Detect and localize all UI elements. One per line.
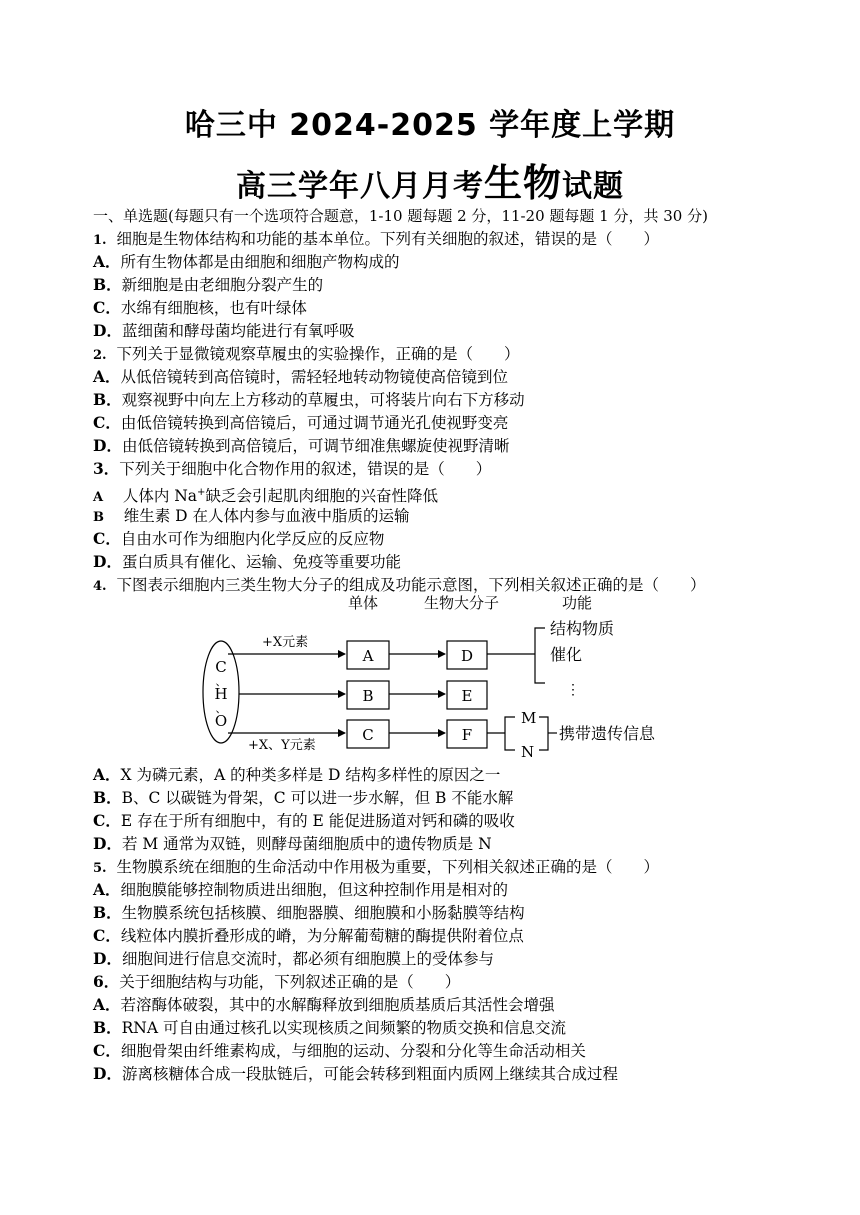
function-genetic-info: 携带遗传信息 (559, 724, 656, 743)
option (93, 528, 384, 550)
element-c: C (215, 658, 227, 676)
option (93, 1063, 618, 1085)
title-prefix: 高三学年八月月考 (235, 169, 484, 204)
option-text: X 为磷元素，A 的种类多样是 D 结构多样性的原因之一 (120, 766, 501, 784)
option-text: 从低倍镜转到高倍镜时，需轻轻地转动物镜使高倍镜到位 (120, 368, 509, 386)
question-text: 下列关于细胞中化合物作用的叙述，错误的是（ ） (119, 460, 492, 478)
title-subject: 生物 (483, 161, 562, 205)
option-letter: C． (93, 529, 121, 548)
type-m: M (521, 709, 537, 727)
option-text: 蓝细菌和酵母菌均能进行有氧呼吸 (121, 322, 355, 340)
option-letter: A． (93, 252, 121, 271)
question-stem (93, 458, 491, 480)
title-suffix: 试题 (562, 169, 624, 204)
f-left-bracket (505, 717, 515, 750)
question-number: 5. (93, 861, 107, 876)
option (93, 389, 525, 411)
option-letter: B． (93, 788, 122, 807)
option-text: 由低倍镜转换到高倍镜后，可通过调节通光孔使视野变亮 (120, 414, 509, 432)
option-text: 维生素 D 在人体内参与血液中脂质的运输 (123, 507, 410, 525)
option-text: 所有生物体都是由细胞和细胞产物构成的 (120, 253, 400, 271)
exam-title-line1: 哈三中 2024-2025 学年度上学期 (184, 108, 676, 143)
option (93, 948, 494, 970)
option-letter: C． (93, 298, 121, 317)
label-x-element: +X元素 (262, 635, 309, 650)
option-text: 自由水可作为细胞内化学反应的反应物 (120, 530, 385, 548)
option-letter: B (93, 510, 104, 525)
element-separator: 、 (215, 702, 227, 715)
option (93, 412, 508, 434)
option-text: 观察视野中向左上方移动的草履虫，可将装片向右下方移动 (121, 391, 525, 409)
option-letter: D． (93, 321, 122, 340)
option-letter: A． (93, 765, 121, 784)
option-text: 若溶酶体破裂，其中的水解酶释放到细胞质基质后其活性会增强 (120, 996, 555, 1014)
option (93, 274, 323, 296)
option (93, 925, 524, 947)
option-letter: A． (93, 367, 121, 386)
option-text: 细胞骨架由纤维素构成，与细胞的运动、分裂和分化等生命活动相关 (120, 1042, 586, 1060)
question-text: 细胞是生物体结构和功能的基本单位。下列有关细胞的叙述，错误的是（ ） (116, 230, 659, 248)
option-letter: D． (93, 552, 122, 571)
question-number: 4. (93, 579, 107, 594)
option-text-pre: 人体内 Na (122, 487, 198, 506)
macromolecule-diagram (190, 592, 710, 762)
option-text: 蛋白质具有催化、运输、免疫等重要功能 (121, 553, 401, 571)
option-text: 新细胞是由老细胞分裂产生的 (121, 276, 324, 294)
option (93, 251, 400, 273)
option (93, 297, 307, 319)
monomer-b: B (362, 687, 374, 705)
option-text: 由低倍镜转换到高倍镜后，可调节细准焦螺旋使视野清晰 (121, 437, 510, 455)
option (93, 787, 513, 809)
option-text: 水绵有细胞核，也有叶绿体 (120, 299, 307, 317)
option-letter: A． (93, 880, 121, 899)
option (93, 435, 509, 457)
question-text: 下列关于显微镜观察草履虫的实验操作，正确的是（ ） (116, 345, 520, 363)
function-ellipsis: ⋮ (566, 682, 580, 698)
type-n: N (521, 743, 535, 761)
option-letter: D． (93, 949, 122, 968)
option-text: 生物膜系统包括核膜、细胞器膜、细胞膜和小肠黏膜等结构 (121, 904, 525, 922)
option-letter: C． (93, 1041, 121, 1060)
question-text: 关于细胞结构与功能，下列叙述正确的是（ ） (119, 973, 461, 991)
header-function: 功能 (562, 594, 593, 612)
option (93, 320, 354, 342)
option (93, 994, 555, 1016)
exam-title-line2 (0, 152, 860, 207)
question-number: 1. (93, 233, 107, 248)
element-h: H (214, 685, 228, 703)
question-text: 下图表示细胞内三类生物大分子的组成及功能示意图，下列相关叙述正确的是（ ） (116, 576, 706, 594)
option (93, 764, 500, 786)
option (93, 810, 515, 832)
header-macro: 生物大分子 (424, 594, 500, 612)
option-letter: B． (93, 275, 122, 294)
superscript: + (197, 487, 206, 498)
macro-d: D (460, 647, 474, 665)
option-text: B、C 以碳链为骨架，C 可以进一步水解，但 B 不能水解 (121, 789, 514, 807)
option-text: 线粒体内膜折叠形成的嵴，为分解葡萄糖的酶提供附着位点 (120, 927, 524, 945)
option-text: 细胞间进行信息交流时，都必须有细胞膜上的受体参与 (121, 950, 494, 968)
monomer-a: A (362, 647, 374, 665)
option-letter: D． (93, 834, 122, 853)
option-letter: A (93, 490, 104, 506)
option-text: 游离核糖体合成一段肽链后，可能会转移到粗面内质网上继续其合成过程 (121, 1065, 618, 1083)
option (93, 551, 401, 573)
option-letter: C． (93, 926, 121, 945)
macro-f: F (461, 726, 473, 744)
option-letter: D． (93, 1064, 122, 1083)
section-heading: 一、单选题(每题只有一个选项符合题意，1-10 题每题 2 分，11-20 题每题 1 分，共 30 分) (93, 207, 708, 225)
question-text: 生物膜系统在细胞的生命活动中作用极为重要，下列相关叙述正确的是（ ） (116, 858, 659, 876)
label-xy-element: +X、Y元素 (248, 738, 316, 753)
option-letter: B． (93, 903, 122, 922)
d-bracket (535, 628, 545, 683)
question-number: 3． (93, 459, 120, 478)
function-structural: 结构物质 (550, 619, 615, 638)
option-text: RNA 可自由通过核孔以实现核质之间频繁的物质交换和信息交流 (121, 1019, 566, 1037)
monomer-c: C (362, 726, 374, 744)
question-stem (93, 971, 460, 993)
f-right-bracket (539, 717, 548, 750)
option-letter: B． (93, 390, 122, 409)
function-catalysis: 催化 (550, 645, 583, 664)
macro-e: E (461, 687, 473, 705)
option (93, 879, 508, 901)
option-letter: D． (93, 436, 122, 455)
option (93, 833, 492, 855)
question-number: 2. (93, 348, 107, 363)
option (93, 1040, 586, 1062)
option-letter: C． (93, 413, 121, 432)
option-letter: B． (93, 1018, 122, 1037)
question-stem (93, 228, 659, 252)
option-text: 若 M 通常为双链，则酵母菌细胞质中的遗传物质是 N (121, 835, 492, 853)
option-letter: C． (93, 811, 121, 830)
header-monomer: 单体 (348, 594, 379, 612)
option (93, 505, 410, 529)
option (93, 902, 525, 924)
element-separator: 、 (215, 675, 227, 688)
element-o: O (214, 712, 228, 730)
question-stem (93, 856, 659, 880)
option-text: 细胞膜能够控制物质进出细胞，但这种控制作用是相对的 (120, 881, 509, 899)
option (93, 1017, 566, 1039)
option (93, 366, 508, 388)
question-number: 6． (93, 972, 120, 991)
question-stem (93, 343, 519, 367)
option-text: E 存在于所有细胞中，有的 E 能促进肠道对钙和磷的吸收 (120, 812, 515, 830)
option-text: 缺乏会引起肌肉细胞的兴奋性降低 (205, 487, 438, 506)
option-letter: A． (93, 995, 121, 1014)
